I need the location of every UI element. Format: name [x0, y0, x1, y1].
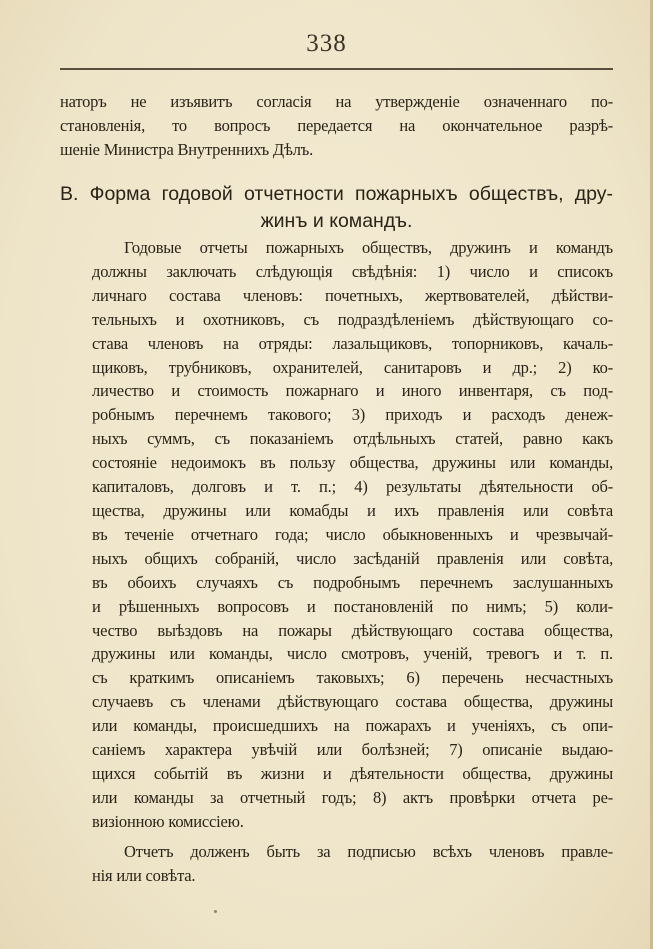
text-line: шеніе Министра Внутреннихъ Дѣлъ.: [60, 139, 314, 159]
text-line: Отчетъ долженъ быть за подписью всѣхъ членовъ правле-: [124, 842, 613, 861]
text-line: становленія, то вопросъ передается на окончательное разрѣ-: [60, 115, 613, 135]
text-line: и рѣшенныхъ вопросовъ и постановленій по нимъ; 5) коли-: [92, 596, 613, 616]
text-line: става членовъ на отряды: лазальщиковъ, топорниковъ, качаль-: [92, 333, 613, 353]
text-line: въ обоихъ случаяхъ съ подробнымъ перечнемъ заслушанныхъ: [92, 572, 613, 592]
heading-line: жинъ и командъ.: [260, 210, 413, 232]
text-line: или команды, происшедшихъ на пожарахъ и ученіяхъ, съ опи-: [92, 716, 613, 736]
text-line: въ теченіе отчетнаго года; число обыкновенныхъ и чрезвычай-: [92, 524, 613, 544]
text-line: случаевъ съ членами дѣйствующаго состава общества, дружины: [92, 692, 613, 712]
paragraph-1: [60, 90, 613, 162]
text-line: личество и стоимость пожарнаго и иного инвентаря, съ под-: [92, 381, 613, 401]
text-line: должны заключать слѣдующія свѣдѣнія: 1) число и списокъ: [92, 261, 613, 281]
text-line: нія или совѣта.: [92, 865, 196, 885]
heading-line: В. Форма годовой отчетности пожарныхъ обществъ, дру-: [60, 183, 613, 205]
section-heading: [60, 181, 613, 235]
text-line: Годовые отчеты пожарныхъ обществъ, дружинъ и командъ: [124, 238, 613, 257]
text-line: саніемъ характера увѣчій или болѣзней; 7) описаніе выдаю-: [92, 740, 613, 760]
text-line: съ краткимъ описаніемъ таковыхъ; 6) перечень несчастныхъ: [92, 668, 613, 688]
text-line: щихся событій въ жизни и дѣятельности общества, дружины: [92, 763, 613, 783]
text-line: личнаго состава членовъ: почетныхъ, жертвователей, дѣйстви-: [92, 285, 613, 305]
text-line: щества, дружины или комабды и ихъ правленія или совѣта: [92, 500, 613, 520]
text-line: ныхъ суммъ, съ показаніемъ отдѣльныхъ статей, равно какъ: [92, 429, 613, 449]
text-line: или команды за отчетный годъ; 8) актъ провѣрки отчета ре-: [92, 787, 613, 807]
text-line: робнымъ перечнемъ такового; 3) приходъ и расходъ денеж-: [92, 405, 613, 425]
text-line: капиталовъ, долговъ и т. п.; 4) результаты дѣятельности об-: [92, 477, 613, 497]
page-number: 338: [306, 30, 347, 57]
paragraph-3: [60, 840, 613, 888]
paragraph-2: [60, 236, 613, 834]
text-line: ныхъ общихъ собраній, число засѣданій правленія или совѣта,: [92, 548, 613, 568]
text-line: визіонною комиссіею.: [92, 811, 244, 831]
text-line: чество выѣздовъ на пожары дѣйствующаго состава общества,: [92, 620, 613, 640]
paper-speck: [214, 910, 217, 913]
text-line: дружины или команды, число смотровъ, ученій, тревогъ и т. п.: [92, 644, 613, 664]
text-line: щиковъ, трубниковъ, охранителей, санитаровъ и др.; 2) ко-: [92, 357, 613, 377]
text-line: тельныхъ и охотниковъ, съ подраздѣленіемъ дѣйствующаго со-: [92, 309, 613, 329]
text-line: состояніе недоимокъ въ пользу общества, дружины или команды,: [92, 453, 613, 473]
text-line: наторъ не изъявитъ согласія на утвержденіе означеннаго по-: [60, 92, 613, 111]
header-rule: [60, 68, 613, 70]
